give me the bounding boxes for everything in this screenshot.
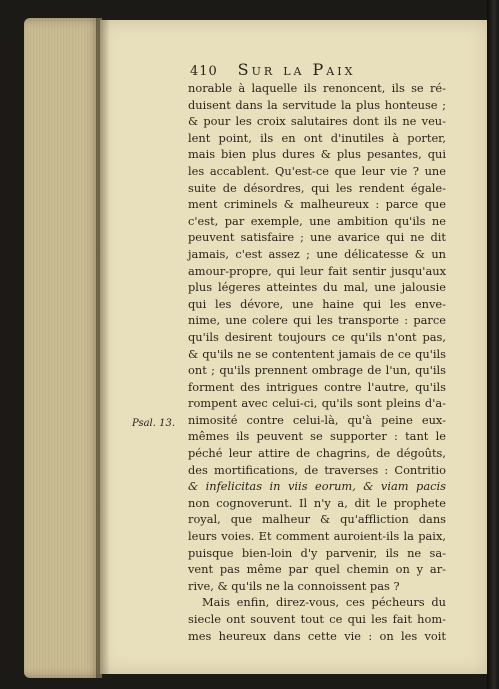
page-number: 410 <box>190 64 218 79</box>
text-line: des mortifications, de traverses : Contritio <box>188 462 446 477</box>
text-line: vent pas même par quel chemin on y ar- <box>188 562 446 577</box>
text-line: nime, une colere qui les transporte : parce <box>188 313 446 328</box>
text-line: lent point, ils en ont d'inutiles à porter, <box>188 130 446 145</box>
text-line: c'est, par exemple, une ambition qu'ils ne <box>188 213 446 228</box>
text-line: péché leur attire de chagrins, de dégoûts, <box>188 446 446 461</box>
text-line: mes heureux dans cette vie : on les voit <box>188 628 446 643</box>
text-line: rive, & qu'ils ne la connoissent pas ? <box>188 578 400 593</box>
text-line: non cognoverunt. Il n'y a, dit le prophete <box>188 495 446 510</box>
text-line: qui les dévore, une haine qui les enve- <box>188 296 446 311</box>
text-line: mais bien plus dures & plus pesantes, qui <box>188 147 446 162</box>
text-line: amour-propre, qui leur fait sentir jusqu'aux <box>188 263 446 278</box>
text-line: Mais enfin, direz-vous, ces pécheurs du <box>202 595 446 610</box>
text-line: les accablent. Qu'est-ce que leur vie ? une <box>188 163 446 178</box>
text-line: norable à laquelle ils renoncent, ils se ré- <box>188 81 446 95</box>
margin-citation: Psal. 13. <box>132 418 176 429</box>
text-line: puisque bien-loin d'y parvenir, ils ne sa- <box>188 545 446 560</box>
book-cover-edge <box>487 0 499 689</box>
text-line: & pour les croix salutaires dont ils ne veu- <box>188 114 446 129</box>
text-line: leurs voies. Et comment auroient-ils la paix, <box>188 529 446 544</box>
page-edges <box>24 18 102 678</box>
text-line: suite de désordres, qui les rendent égale- <box>188 180 446 195</box>
text-line: nimosité contre celui-là, qu'à peine eux- <box>188 412 446 427</box>
text-line: qu'ils desirent toujours ce qu'ils n'ont pas, <box>188 329 446 344</box>
text-line: forment des intrigues contre l'autre, qu'ils <box>188 379 446 394</box>
gutter-shadow <box>96 18 110 678</box>
text-line: & infelicitas in viis eorum, & viam pacis <box>188 479 446 494</box>
text-line: rompent avec celui-ci, qu'ils sont pleins d'a- <box>188 396 446 411</box>
running-header <box>190 60 355 79</box>
text-line: ont ; qu'ils prennent ombrage de l'un, qu'ils <box>188 363 446 378</box>
body-text <box>188 80 446 644</box>
running-title: Sur la Paix <box>237 60 356 79</box>
text-line: jamais, c'est assez ; une délicatesse & un <box>188 246 446 261</box>
text-line: siecle ont souvent tout ce qui les fait hom- <box>188 612 446 626</box>
text-line: & qu'ils ne se contentent jamais de ce qu'ils <box>188 346 446 361</box>
text-line: mêmes ils peuvent se supporter : tant le <box>188 429 446 444</box>
text-line: royal, que malheur & qu'affliction dans <box>188 512 446 527</box>
text-line: duisent dans la servitude la plus honteuse ; <box>188 97 446 112</box>
text-line: plus légeres atteintes du mal, une jalousie <box>188 280 446 295</box>
text-line: ment criminels & malheureux : parce que <box>188 197 446 212</box>
text-line: peuvent satisfaire ; une avarice qui ne dit <box>188 230 446 245</box>
